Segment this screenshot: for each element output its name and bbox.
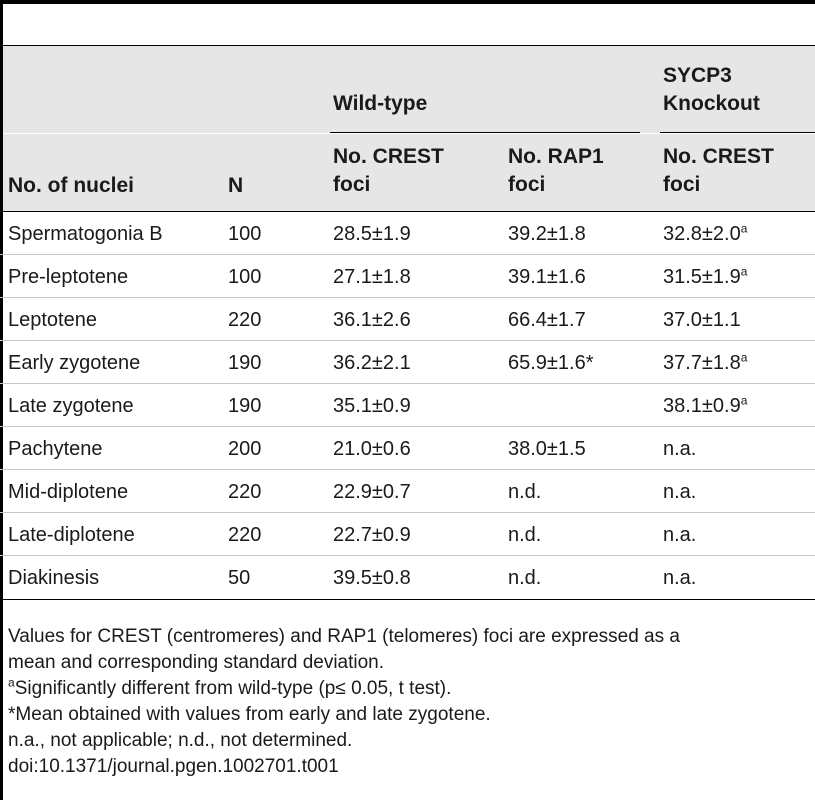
table-cell-wt-rap1: 39.1±1.6 <box>508 266 586 288</box>
table-cell-wt-crest: 21.0±0.6 <box>333 438 411 460</box>
table-cell-wt-rap1: 39.2±1.8 <box>508 223 586 245</box>
table-cell-ko-crest: 37.7±1.8$^a$ <box>663 350 748 374</box>
table-cell-wt-rap1: n.d. <box>508 481 542 503</box>
table-cell-wt-rap1: 38.0±1.5 <box>508 438 586 460</box>
wild-type-span-rule <box>330 132 640 133</box>
row-divider <box>0 469 815 470</box>
table-cell-ko-crest: n.a. <box>663 524 697 546</box>
row-divider <box>0 512 815 513</box>
table-cell-n: 220 <box>228 309 262 331</box>
table-cell-wt-crest: 35.1±0.9 <box>333 395 411 417</box>
table-cell-ko-crest: 38.1±0.9$^a$ <box>663 393 748 417</box>
table-cell-wt-crest: 36.2±2.1 <box>333 352 411 374</box>
table-cell-wt-rap1: n.d. <box>508 567 542 589</box>
table-cell-stage: Leptotene <box>8 309 97 331</box>
table-footer <box>8 624 808 780</box>
table-cell-stage: Spermatogonia B <box>8 223 163 245</box>
row-divider <box>0 340 815 341</box>
row-divider <box>0 297 815 298</box>
footer-star-note: *Mean obtained with values from early and late zygotene. <box>8 704 491 725</box>
group-header-knockout: SYCP3 Knockout <box>663 64 760 115</box>
table-cell-n: 100 <box>228 266 262 288</box>
table-cell-stage: Late zygotene <box>8 395 134 417</box>
footer-note-line2: mean and corresponding standard deviation. <box>8 652 385 673</box>
table-cell-n: 220 <box>228 481 262 503</box>
table-cell-ko-crest: 31.5±1.9$^a$ <box>663 264 748 288</box>
top-rule <box>0 0 815 4</box>
column-header-n: N <box>228 174 244 197</box>
table-cell-ko-crest: 37.0±1.1 <box>663 309 741 331</box>
row-divider <box>0 426 815 427</box>
significance-superscript: a <box>740 393 748 408</box>
table-cell-stage: Pachytene <box>8 438 103 460</box>
column-header-nuclei: No. of nuclei <box>8 174 134 197</box>
table-cell-wt-crest: 39.5±0.8 <box>333 567 411 589</box>
column-header-ko-crest: No. CREST foci <box>663 145 774 196</box>
table-cell-stage: Diakinesis <box>8 567 100 589</box>
table-cell-ko-crest: 32.8±2.0$^a$ <box>663 221 748 245</box>
table-cell-wt-rap1: 66.4±1.7 <box>508 309 586 331</box>
knockout-span-rule <box>660 132 815 133</box>
table-cell-n: 190 <box>228 352 262 374</box>
header-bottom-rule <box>0 211 815 212</box>
table-cell-wt-crest: 22.7±0.9 <box>333 524 411 546</box>
header-top-rule <box>0 45 815 46</box>
table-cell-n: 50 <box>228 567 251 589</box>
table-cell-wt-rap1: 65.9±1.6* <box>508 352 594 374</box>
table-cell-stage: Pre-leptotene <box>8 266 129 288</box>
table-cell-ko-crest: n.a. <box>663 567 697 589</box>
table-cell-wt-crest: 28.5±1.9 <box>333 223 411 245</box>
significance-superscript: a <box>740 350 748 365</box>
row-divider <box>0 555 815 556</box>
table-cell-n: 200 <box>228 438 262 460</box>
table-cell-wt-crest: 36.1±2.6 <box>333 309 411 331</box>
footer-significance-note <box>8 676 808 702</box>
footer-doi: doi:10.1371/journal.pgen.1002701.t001 <box>8 756 339 777</box>
table-bottom-rule <box>0 599 815 600</box>
row-divider <box>0 254 815 255</box>
table-cell-wt-crest: 27.1±1.8 <box>333 266 411 288</box>
table-cell-ko-crest: n.a. <box>663 438 697 460</box>
table-cell-stage: Mid-diplotene <box>8 481 129 503</box>
row-divider <box>0 383 815 384</box>
significance-superscript: a <box>740 264 748 279</box>
column-header-wt-rap1: No. RAP1 foci <box>508 145 604 196</box>
significance-mark: a <box>8 675 15 690</box>
table-cell-ko-crest: n.a. <box>663 481 697 503</box>
table-cell-stage: Early zygotene <box>8 352 141 374</box>
table-cell-n: 190 <box>228 395 262 417</box>
group-header-wild-type: Wild-type <box>333 92 428 115</box>
table-cell-n: 220 <box>228 524 262 546</box>
column-header-wt-crest: No. CREST foci <box>333 145 444 196</box>
significance-superscript: a <box>740 221 748 236</box>
significance-text: Significantly different from wild-type (p≤ 0.05, t test). <box>14 678 452 699</box>
table-cell-n: 100 <box>228 223 262 245</box>
footer-note-line1: Values for CREST (centromeres) and RAP1 (telomeres) foci are expressed as a <box>8 626 680 647</box>
footer-abbreviations: n.a., not applicable; n.d., not determined. <box>8 730 353 751</box>
table-cell-wt-rap1: n.d. <box>508 524 542 546</box>
table-cell-wt-crest: 22.9±0.7 <box>333 481 411 503</box>
table-cell-stage: Late-diplotene <box>8 524 135 546</box>
